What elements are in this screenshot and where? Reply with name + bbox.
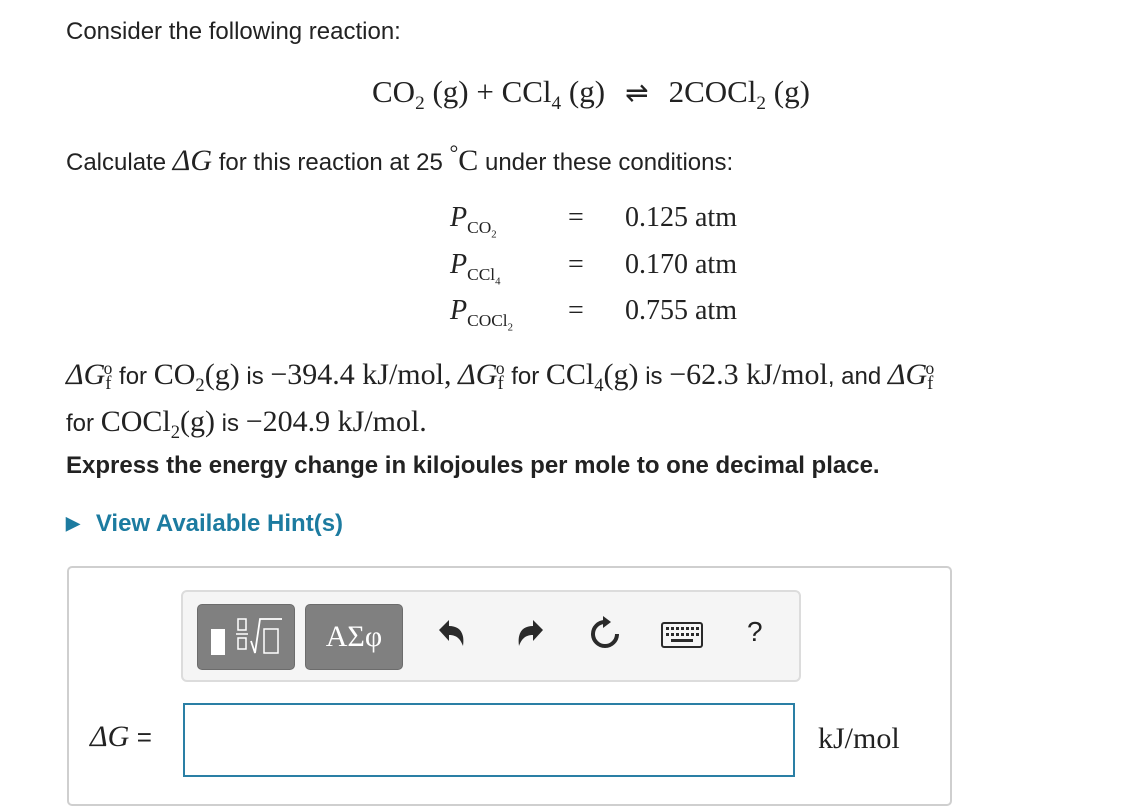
dgf-cocl2-value: −204.9 kJ/mol. <box>245 404 427 438</box>
pressure-co2-label: $P_{CO_2}$ <box>450 202 497 241</box>
phase-gas: (g) <box>568 74 606 109</box>
pressure-co2-value: 0.125 atm <box>625 202 737 233</box>
answer-input[interactable] <box>183 703 795 777</box>
degree-symbol: ° <box>449 140 459 165</box>
redo-icon[interactable] <box>513 616 547 650</box>
species-cocl2: COCl$_2$(g) <box>100 404 215 443</box>
celsius-unit: C <box>458 144 479 177</box>
dgf-ccl4-value: −62.3 kJ/mol <box>669 358 828 391</box>
formation-energies-text: ΔGf$^o$ for $CO_2(g)$ is −394.4 kJ/mol, ΔGf$^o$ for CCl$_4$(g) is −62.3 kJ/mol, and ΔGf$^o$ for COCl$_2$(g) is −204.9 kJ/mol. <box>66 358 935 443</box>
templates-button[interactable] <box>197 604 295 670</box>
equilibrium-arrow: ⇌ <box>625 78 649 109</box>
phase-gas: (g) <box>773 74 810 109</box>
equals-sign: = <box>568 249 584 280</box>
species-co2: $CO_2(g)$ <box>153 358 240 396</box>
pressure-ccl4-label: $P_{CCl_4}$ <box>450 249 501 288</box>
equals-sign: = <box>568 295 584 326</box>
product-cocl2: 2COCl$_2$ <box>668 74 767 115</box>
templates-icon <box>198 605 296 671</box>
problem-intro: Consider the following reaction: <box>66 18 401 45</box>
view-hints-label: View Available Hint(s) <box>95 510 344 537</box>
reset-icon[interactable] <box>587 616 623 652</box>
greek-symbols-button[interactable]: ΑΣφ <box>305 604 403 670</box>
expand-triangle-icon: ▶ <box>66 513 80 533</box>
pressure-ccl4-value: 0.170 atm <box>625 249 737 280</box>
reactant-ccl4: CCl$_4$ <box>501 74 562 115</box>
species-ccl4: CCl$_4$(g) <box>545 358 639 396</box>
help-button[interactable]: ? <box>747 616 763 647</box>
answer-instruction: Express the energy change in kilojoules per mole to one decimal place. <box>66 452 880 479</box>
pressure-cocl2-value: 0.755 atm <box>625 295 737 326</box>
reaction-equation <box>372 74 810 115</box>
math-toolbar <box>181 590 801 682</box>
dgf-co2-value: −394.4 kJ/mol, <box>270 358 452 391</box>
view-hints-link[interactable] <box>66 510 343 538</box>
calculate-statement: Calculate ΔG for this reaction at 25 °C under these conditions: <box>66 140 734 177</box>
undo-icon[interactable] <box>435 616 469 650</box>
reactant-co2: $CO_2$ <box>372 74 425 115</box>
plus-sign: + <box>476 74 494 109</box>
answer-label: ΔG = <box>90 720 152 753</box>
keyboard-icon[interactable] <box>661 622 703 648</box>
pressure-cocl2-label: $P_{COCl_2}$ <box>450 295 514 334</box>
phase-gas: (g) <box>432 74 469 109</box>
equals-sign: = <box>568 202 584 233</box>
answer-unit: kJ/mol <box>818 722 900 755</box>
delta-g-symbol: ΔG <box>172 144 213 177</box>
